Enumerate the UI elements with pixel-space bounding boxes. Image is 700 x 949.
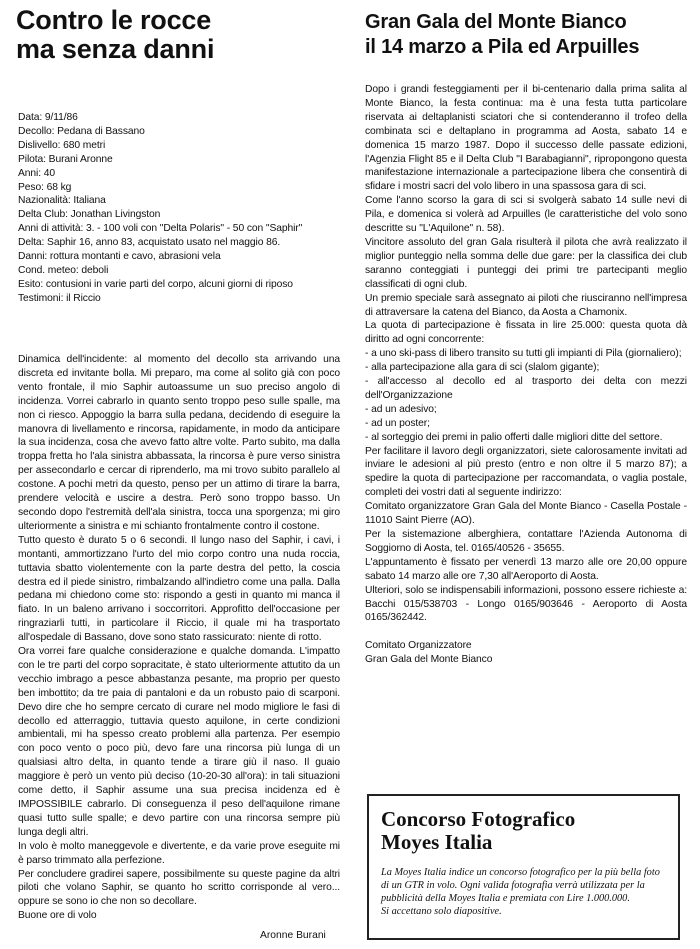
article-paragraph: Come l'anno scorso la gara di sci si svolgerà sabato 14 sulle nevi di Pila, e domenica si volerà ad Arpuilles (le caratteristiche del volo sono descritte su "L'Aquilone" n. 58). [365, 195, 687, 235]
benefit-list-item: - all'accesso al decollo ed al trasporto dei delta con mezzi dell'Organizzazione [365, 376, 687, 401]
benefit-list-item: - al sorteggio dei premi in palio offerti dalle migliori ditte del settore. [365, 431, 663, 443]
title-line-2: ma senza danni [16, 34, 215, 64]
title-line-1: Contro le rocce [16, 5, 212, 35]
story-paragraph: Ora vorrei fare qualche considerazione e qualche domanda. L'impatto con le tre parti del corpo sopracitate, è stato ulteriormente attutito da un vecchio imbrago a pesce abbastanza pesante, ma proprio per questo ben imbottito; da tre paia di pantaloni e da un robusto paio di scarponi. Devo dire che ho sempre cercato di curare nel modo migliore le fasi di decollo ed atterraggio, tuttavia questo aquilone, in certe condizioni ambientali, mi ha spesso creato problemi alla partenza. Per esempio con poco vento o poco più, devo fare una rincorsa più lunga di un qualsiasi altro delta, in quanto tende a tirare giù il naso. Il guaio maggiore è però un vento più deciso (10-20-30 all'ora): in tali situazioni come detto, il Saphir assume una sua precisa incidenza ed è IMPOSSIBILE cabrarlo. Di conseguenza il peso dell'aquilone rimane quasi tutto sulle spalle; e devo partire con una rincorsa sempre più lunga degli altri. [18, 646, 340, 838]
benefit-list-item: - ad un poster; [365, 417, 430, 429]
story-paragraph: Dinamica dell'incidente: al momento del decollo sta arrivando una discreta ed invitante bolla. Mi preparo, ma come al solito già con poco vento frontale, il mio Saphir autoassume un suo preciso angolo di incidenza. Vorrei cabrarlo in quanto sento troppo peso sulle spalle, ma non ci riesco. Appoggio la barra sulla pedana, decidendo di eseguire la manovra di livellamento e rincorsa, rapidamente, in modo da anticipare la sua incidenza, cosa che avevo fatto altre volte. Parto subito, ma dalla troppa fretta ho l'ala sinistra abbassata, la rincorsa è pure verso sinistra per assecondarlo e cercar di riprenderlo, ma mi trovo subito parallelo al costone. A pochi metri da questo, penso per un attimo di tirare la barra, prendere velocità e uscire a destra. Però sono troppo basso. Un secondo dopo l'estremità dell'ala sinistra, tocca una sporgenza; mi giro ulteriormente a sinistra e mi schianto frontalmente contro il costone. [18, 354, 340, 532]
story-paragraph: Buone ore di volo [18, 910, 97, 922]
article-paragraph: Vincitore assoluto del gran Gala risulterà il pilota che avrà realizzato il miglior punteggio nella somma delle due gare: per la classifica dei club saranno conteggiati i punteggi dei primi tre partecipanti meglio classificati di ogni club. [365, 236, 687, 290]
benefit-list-item: - a uno ski-pass di libero transito su tutti gli impianti di Pila (giornaliero); [365, 348, 682, 360]
closing-line: Gran Gala del Monte Bianco [365, 654, 493, 666]
incident-story [18, 353, 340, 923]
fact-line: Delta: Saphir 16, anno 83, acquistato usato nel maggio 86. [18, 237, 281, 249]
contest-title-line-2: Moyes Italia [381, 830, 493, 854]
benefit-list-item: - alla partecipazione alla gara di sci (slalom gigante); [365, 362, 600, 374]
photo-contest-box [367, 794, 680, 940]
closing-line: Comitato Organizzatore [365, 640, 472, 652]
gala-article-body [365, 83, 687, 667]
author-signature: Aronne Burani [260, 930, 326, 941]
article-paragraph: L'appuntamento è fissato per venerdì 13 marzo alle ore 20,00 oppure sabato 14 marzo alle ore 7,30 all'Aeroporto di Aosta. [365, 556, 687, 582]
fact-line: Peso: 68 kg [18, 181, 72, 193]
fact-line: Decollo: Pedana di Bassano [18, 125, 145, 137]
benefit-list-item: - ad un adesivo; [365, 403, 437, 415]
fact-line: Data: 9/11/86 [18, 112, 78, 123]
contest-title-line-1: Concorso Fotografico [381, 807, 576, 831]
fact-line: Danni: rottura montanti e cavo, abrasioni vela [18, 251, 221, 263]
fact-line: Anni: 40 [18, 167, 55, 179]
article-paragraph: Per la sistemazione alberghiera, contattare l'Azienda Autonoma di Soggiorno di Aosta, tel. 0165/40526 - 35655. [365, 529, 687, 554]
article-paragraph: Un premio speciale sarà assegnato ai piloti che riusciranno nell'impresa di attraversare la catena del Bianco, da Aosta a Chamonix. [365, 292, 687, 318]
article-paragraph: Per facilitare il lavoro degli organizzatori, siete calorosamente invitati ad inviare le adesioni al più presto (entro e non oltre il 5 marzo 87); a spedire la quota di partecipazione per raccomandata, o vaglia postale, completi dei vostri dati al seguente indirizzo: [365, 445, 687, 499]
story-paragraph: Tutto questo è durato 5 o 6 secondi. Il lungo naso del Saphir, i cavi, i montanti, ammortizzano l'urto del mio corpo contro una nuda roccia, tuttavia sbatto violentemente con la parte destra del petto, la coscia destra ed il piede sinistro, rimbalzando all'indietro come una palla. Dalla pedana mi chiedono come sto: rispondo a gesti in quanto mi manca il fiato. In un baleno arrivano i soccorritori. Approfitto dell'occasione per ringraziarli tutti, in particolare il Riccio, il quale mi ha trasportato all'ospedale di Bassano, dove sono stato rassicurato: niente di rotto. [18, 534, 340, 644]
contest-note: Si accettano solo diapositive. [381, 906, 502, 917]
article-paragraph: Comitato organizzatore Gran Gala del Monte Bianco - Casella Postale - 11010 Saint Pierre (AO). [365, 501, 687, 527]
fact-line: Testimoni: il Riccio [18, 292, 101, 304]
incident-facts-list [18, 111, 340, 306]
fact-line: Dislivello: 680 metri [18, 139, 106, 151]
title-line-2: il 14 marzo a Pila ed Arpuilles [365, 36, 640, 58]
fact-line: Pilota: Burani Aronne [18, 153, 113, 165]
article-paragraph: Dopo i grandi festeggiamenti per il bi-centenario dalla prima salita al Monte Bianco, la festa continua: ma è una festa tutta particolare riservata ai deltaplanisti sciatori che si contenderanno il trofeo della combinata sci e deltaplano in programma ad Aosta, sabato 14 e domenica 15 marzo 1987. Dopo il successo delle passate edizioni, l'Agenzia Flight 85 e il Delta Club "I Barabagianni", ripropongono questa manifestazione internazionale a partecipazione libera che consentirà di sfidare i mostri sacri del volo libero in una spassosa gara di sci. [365, 84, 687, 193]
article-paragraph: La quota di partecipazione è fissata in lire 25.000: questa quota dà diritto ad ogni concorrente: [365, 320, 687, 346]
contest-title [381, 808, 678, 854]
contest-body: La Moyes Italia indice un concorso fotografico per la più bella foto di un GTR in volo. Ogni valida fotografia verrà utilizzata per la pubblicità della Moyes Italia e premiata con Lire 1.000.000. [381, 867, 660, 904]
fact-line: Anni di attività: 3. - 100 voli con "Delta Polaris" - 50 con "Saphir" [18, 223, 303, 235]
fact-line: Esito: contusioni in varie parti del corpo, alcuni giorni di riposo [18, 278, 293, 290]
fact-line: Delta Club: Jonathan Livingston [18, 209, 161, 221]
right-article-title [365, 10, 695, 60]
contest-description [381, 866, 666, 918]
fact-line: Cond. meteo: deboli [18, 264, 109, 276]
left-article-title [16, 6, 346, 64]
story-paragraph: Per concludere gradirei sapere, possibilmente su queste pagine da altri piloti che volano Saphir, se quanto ho scritto corrisponde al vero... oppure se sono io che non so decollare. [18, 868, 340, 908]
article-paragraph: Ulteriori, solo se indispensabili informazioni, possono essere richieste a: Bacchi 015/538703 - Longo 0165/903646 - Aeroporto di Aosta 0165/362442. [365, 584, 687, 624]
title-line-1: Gran Gala del Monte Bianco [365, 11, 627, 33]
spacer [365, 625, 687, 639]
story-paragraph: In volo è molto maneggevole e divertente, e da varie prove eseguite mi è parso trimmato alla perfezione. [18, 840, 340, 866]
fact-line: Nazionalità: Italiana [18, 195, 106, 207]
